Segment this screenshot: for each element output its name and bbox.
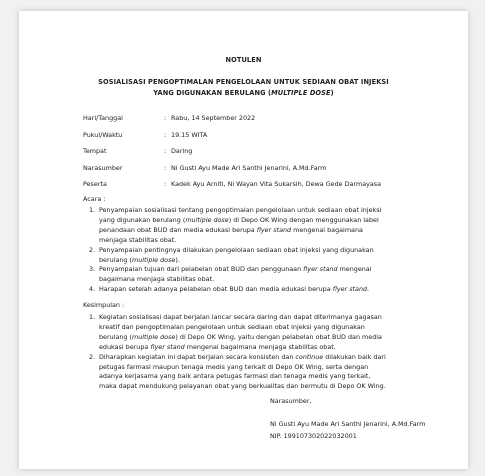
field-colon: : [164,114,167,122]
field-label-participants: Peserta [83,180,107,188]
list-item: 1. Kegiatan sosialisasi dapat berjalan lancar secara daring dan dapat diterimanya gagasan kreatif dan pengoptimalan pengelolaan untuk sediaan obat injeksi yang digunakan berulang (multiple dose) di Depo OK Wing, yaitu dengan pelabelan obat BUD dan media edukasi berupa flyer stand mengenai bagaimana menjaga stabilitas obat. [89,313,382,351]
field-label-date: Hari/Tanggal [83,114,123,122]
field-colon: : [164,147,167,155]
document-title: NOTULEN [225,56,262,64]
field-value-participants: Kadek Ayu Arniti, Ni Wayan Vita Sukarsih, Dewa Gede Darmayasa [171,180,382,188]
kesimpulan-heading: Kesimpulan : [83,301,125,309]
list-item: 3. Penyampaian tujuan dari pelabelan obat BUD dan penggunaan flyer stand mengenai bagaimana menjaga stabilitas obat. [89,265,372,284]
field-label-time: Pukul/Waktu [83,131,123,139]
field-colon: : [164,164,167,172]
field-value-speaker: Ni Gusti Ayu Made Ari Santhi Jenarini, A.Md.Farm [171,164,327,172]
field-value-place: Daring [171,147,193,155]
field-colon: : [164,131,167,139]
list-item: 4. Harapan setelah adanya pelabelan obat BUD dan media edukasi berupa flyer stand. [89,285,370,294]
document-page [19,11,468,469]
signature-label: Narasumber, [270,397,312,405]
list-item: 2. Penyampaian pentingnya dilakukan pengelolaan sediaan obat injeksi yang digunakan berulang (multiple dose). [89,245,374,264]
list-item: 2. Diharapkan kegiatan ini dapat berjalan secara konsisten dan continue dilakukan baik dari petugas farmasi maupun tenaga medis yang terkait di Depo OK Wing, serta dengan adanya kerjasama yang baik antara petugas farmasi dan tenaga medis yang terkait, maka dapat mendukung pelayanan obat yang berkualitas dan bermutu di Depo OK Wing. [89,352,386,391]
signature-name: Ni Gusti Ayu Made Ari Santhi Jenarini, A.Md.Farm [270,420,426,428]
signature-nip: NIP. 199107302022032001 [270,432,357,440]
field-colon: : [164,180,167,188]
acara-heading: Acara : [83,195,106,203]
acara-list [89,206,421,295]
document-subtitle-line2: YANG DIGUNAKAN BERULANG (MULTIPLE DOSE) [153,89,334,97]
field-value-time: 19.15 WITA [171,131,208,139]
field-label-place: Tempat [83,147,107,155]
kesimpulan-list [89,313,421,392]
field-label-speaker: Narasumber [83,164,123,172]
list-item: 1. Penyampaian sosialisasi tentang pengoptimalan pengelolaan untuk sediaan obat injeksi yang digunakan berulang (multiple dose) di Depo OK Wing dengan menggunakan label penandaan obat BUD dan media edukasi berupa flyer stand mengenai bagaimana menjaga stabilitas obat. [89,206,382,244]
document-subtitle-line1: SOSIALISASI PENGOPTIMALAN PENGELOLAAN UNTUK SEDIAAN OBAT INJEKSI [98,78,389,86]
field-value-date: Rabu, 14 September 2022 [171,114,256,122]
